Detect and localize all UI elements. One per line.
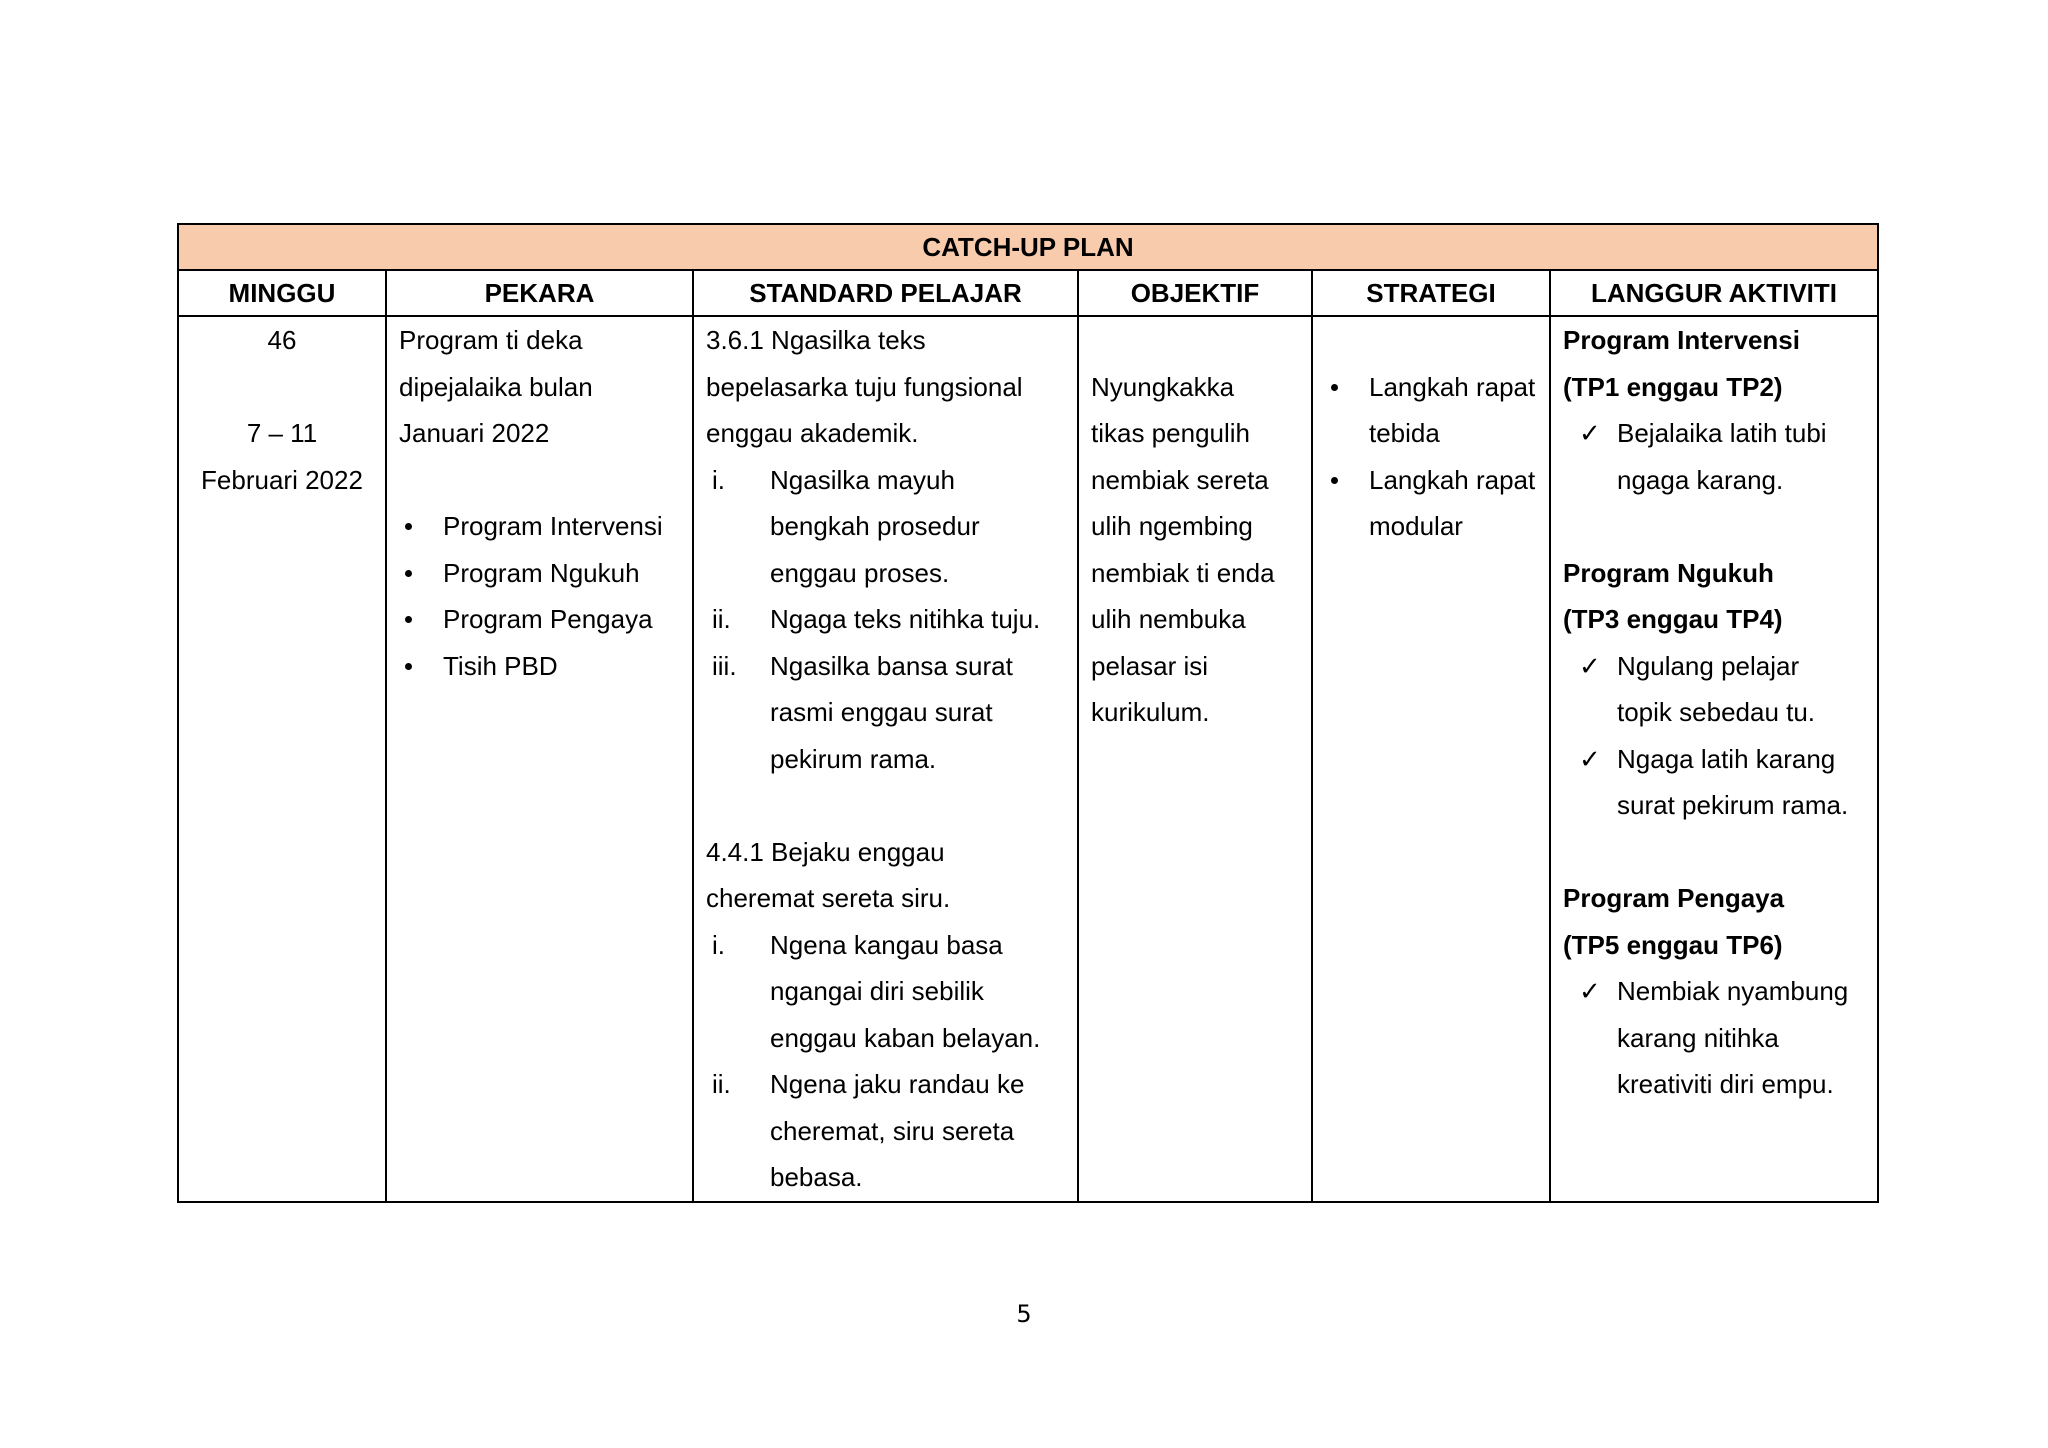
list-item: i. Ngena kangau basa ngangai diri sebilik enggau kaban belayan. xyxy=(712,929,1041,1053)
week-month: Februari 2022 xyxy=(201,464,363,495)
check-icon: ✓ xyxy=(1579,743,1601,774)
table-title: CATCH-UP PLAN xyxy=(178,224,1878,270)
check-icon: ✓ xyxy=(1579,976,1601,1006)
table-row xyxy=(178,316,1878,1202)
list-item: iii. Ngasilka bansa surat rasmi enggau surat pekirum rama. xyxy=(712,650,1013,774)
pekara-text: Program ti deka dipejalaika bulan Januari 2022 xyxy=(399,325,593,448)
header-standard-pelajar: STANDARD PELAJAR xyxy=(693,270,1078,316)
list-item: ✓ Ngaga latih karang surat pekirum rama. xyxy=(1563,736,1869,829)
header-langgur-aktiviti: LANGGUR AKTIVITI xyxy=(1550,270,1878,316)
minggu-cell xyxy=(178,316,386,1202)
list-item: Program Intervensi xyxy=(399,503,684,550)
list-item: i. Ngasilka mayuh bengkah prosedur enggau proses. xyxy=(712,464,980,588)
standard-3-6-1: 3.6.1 Ngasilka teks bepelasarka tuju fungsional enggau akademik. xyxy=(706,325,1023,448)
list-item: Langkah rapat tebida xyxy=(1325,364,1541,457)
week-dates: 7 – 11 xyxy=(246,418,318,448)
objektif-cell xyxy=(1078,316,1312,1202)
list-item: ✓ Nembiak nyambung karang nitihka kreativiti diri empu. xyxy=(1563,968,1869,1108)
program-pengaya-title: Program Pengaya (TP5 enggau TP6) xyxy=(1563,883,1785,960)
program-intervensi-title: Program Intervensi (TP1 enggau TP2) xyxy=(1563,325,1800,402)
check-icon: ✓ xyxy=(1579,650,1601,681)
strategi-cell xyxy=(1312,316,1550,1202)
list-item: Langkah rapat modular xyxy=(1325,457,1541,550)
program-ngukuh-title: Program Ngukuh (TP3 enggau TP4) xyxy=(1563,557,1783,634)
header-minggu: MINGGU xyxy=(178,270,386,316)
header-pekara: PEKARA xyxy=(386,270,693,316)
header-strategi: STRATEGI xyxy=(1312,270,1550,316)
catch-up-plan-table xyxy=(177,223,1879,1203)
standard-pelajar-cell xyxy=(693,316,1078,1202)
pekara-cell xyxy=(386,316,693,1202)
langgur-aktiviti-cell xyxy=(1550,316,1878,1202)
list-item: ii. Ngaga teks nitihka tuju. xyxy=(712,604,1041,634)
check-icon: ✓ xyxy=(1579,418,1601,448)
week-number: 46 xyxy=(267,325,297,355)
list-item: Program Ngukuh xyxy=(399,550,684,597)
list-item: ✓ Ngulang pelajar topik sebedau tu. xyxy=(1563,643,1869,736)
list-item: Program Pengaya xyxy=(399,596,684,643)
list-item: Tisih PBD xyxy=(399,643,684,690)
header-objektif: OBJEKTIF xyxy=(1078,270,1312,316)
list-item: ✓ Bejalaika latih tubi ngaga karang. xyxy=(1563,410,1869,503)
page-number: 5 xyxy=(1016,1300,1032,1328)
standard-4-4-1: 4.4.1 Bejaku enggau cheremat sereta siru. xyxy=(706,836,951,913)
objektif-text: Nyungkakka tikas pengulih nembiak sereta ulih ngembing nembiak ti enda ulih nembuka pelasar isi kurikulum. xyxy=(1091,371,1275,727)
list-item: ii. Ngena jaku randau ke cheremat, siru sereta bebasa. xyxy=(712,1069,1025,1192)
